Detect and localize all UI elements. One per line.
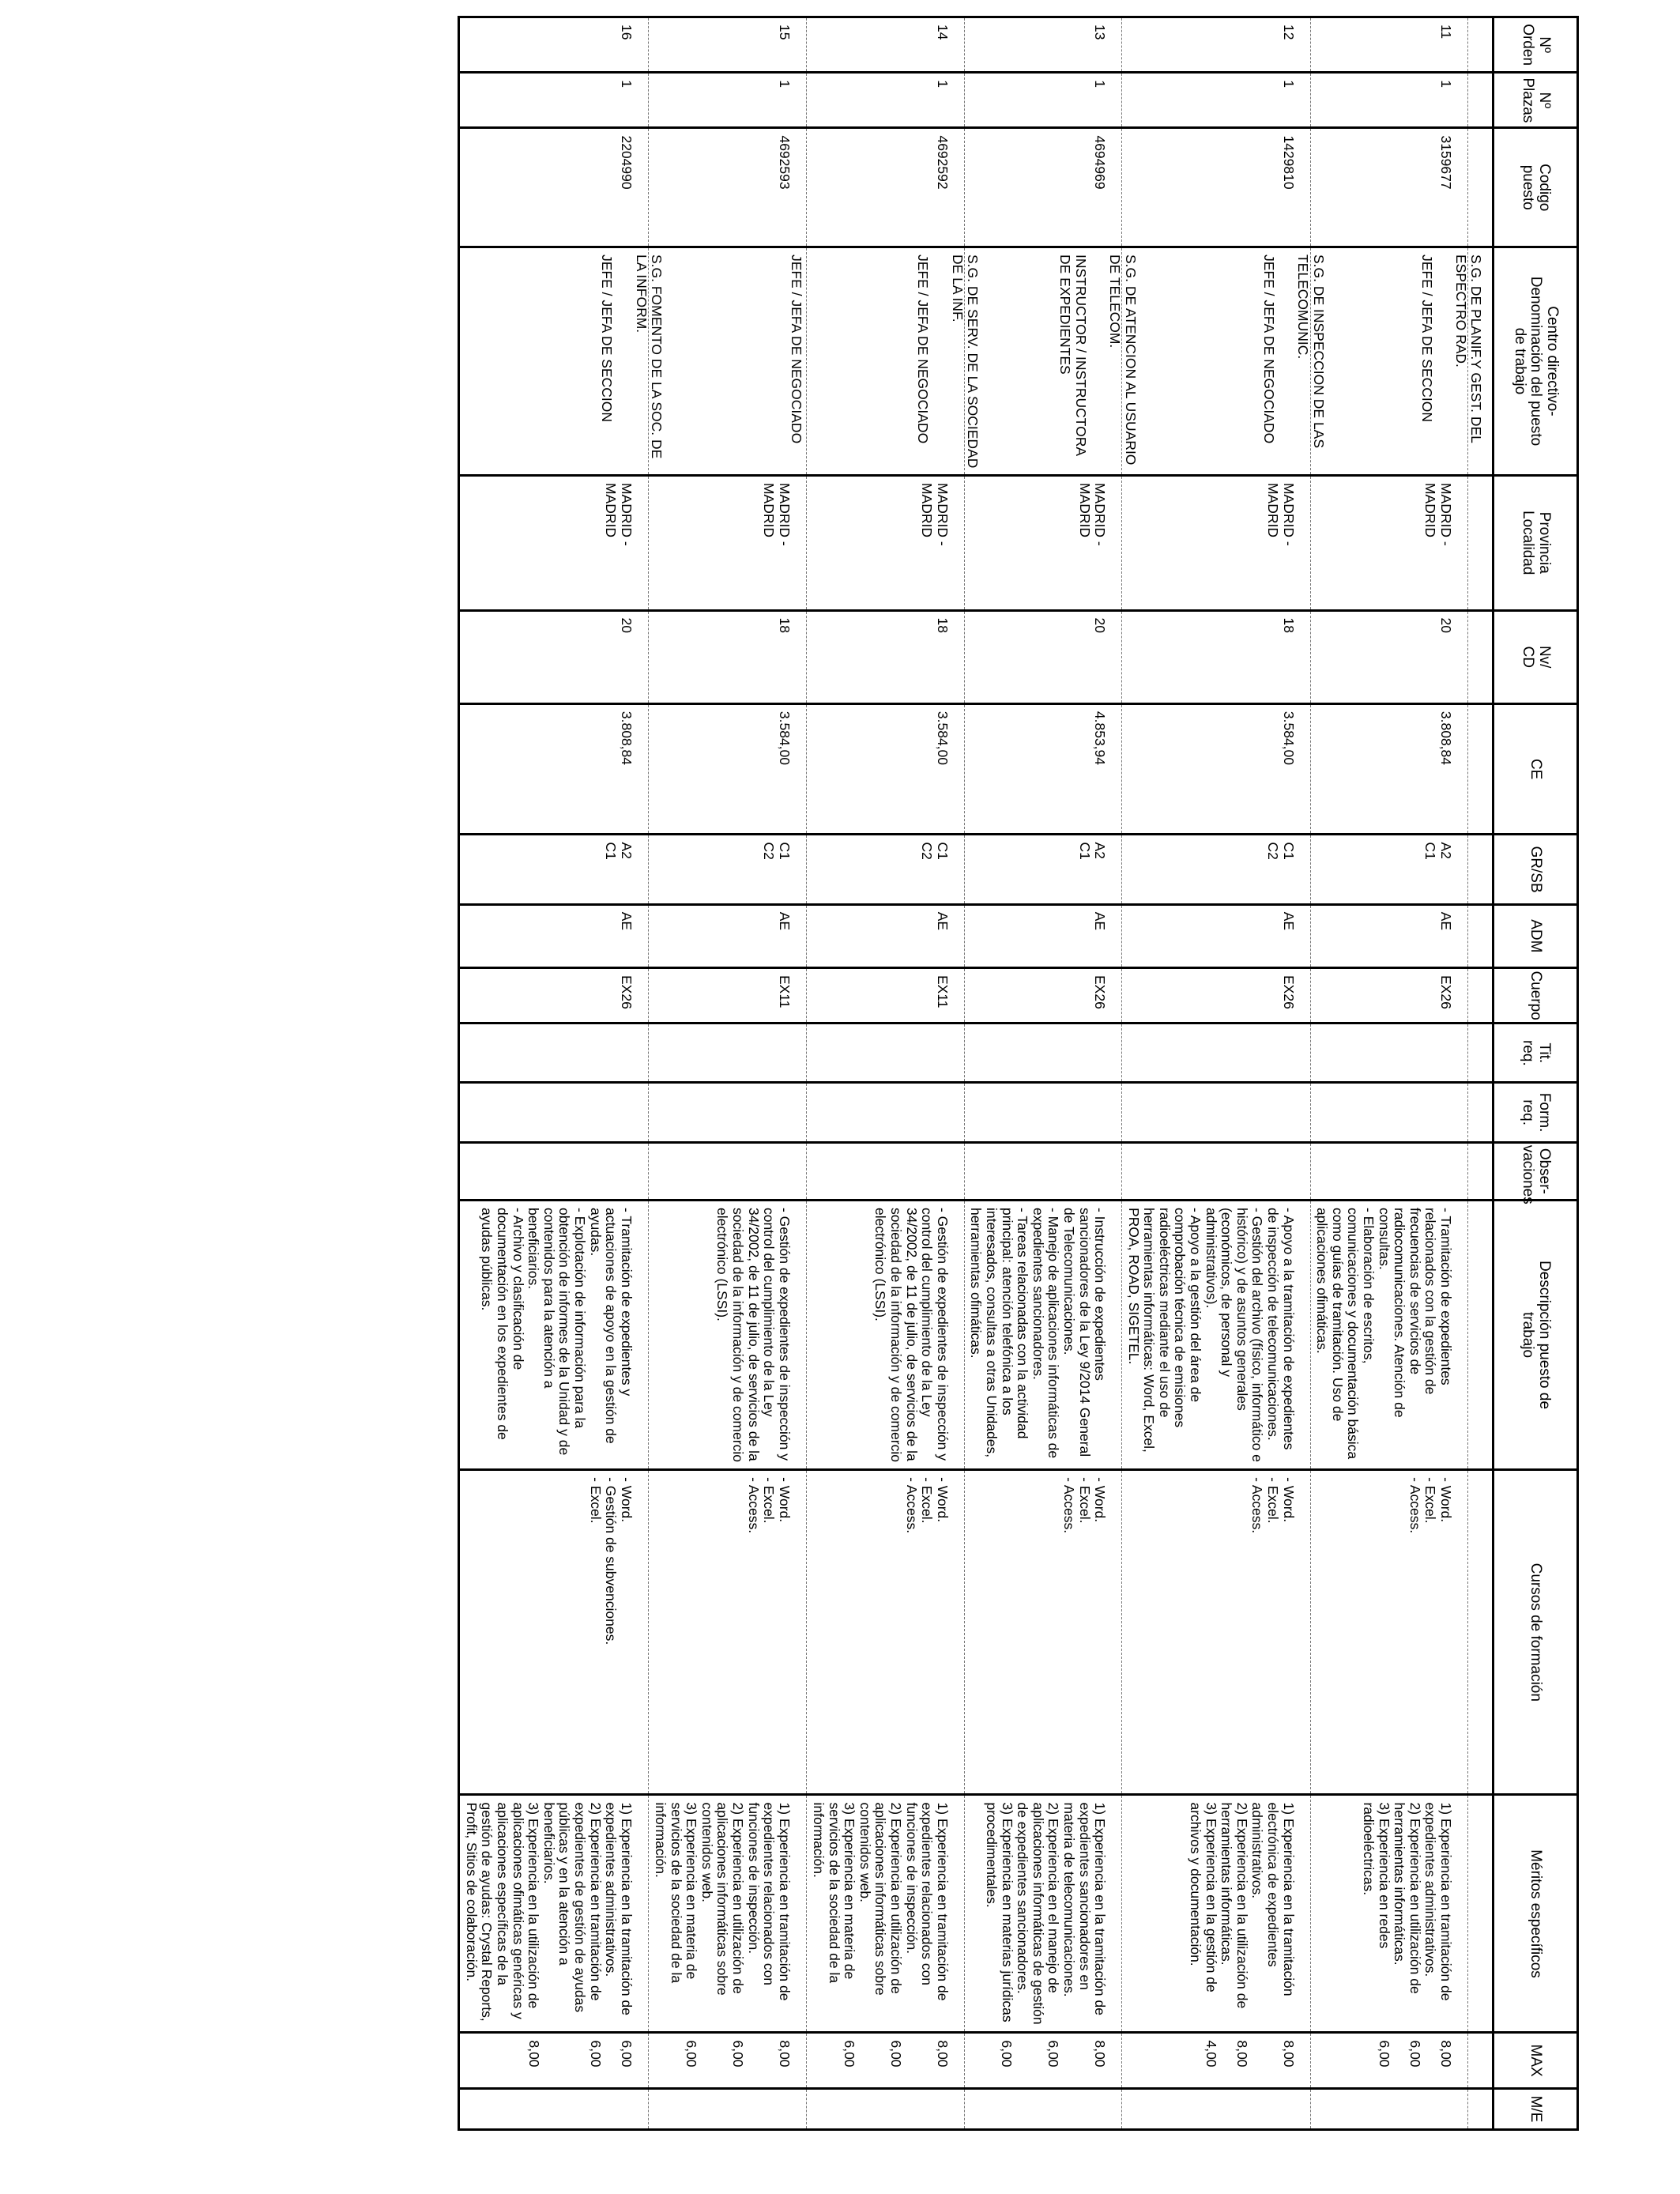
cell-cuerpo: EX26 (1310, 968, 1467, 1023)
header-codigo: Codigo puesto (1494, 128, 1578, 247)
table-body (459, 17, 1494, 2130)
denominacion-puesto: JEFE / JEFA DE NEGOCIADO (1261, 254, 1278, 444)
merito-max-value: 6,00 (1045, 2040, 1062, 2068)
cell-me (964, 2088, 1121, 2129)
cell-nivel-cd: 20 (459, 610, 649, 703)
cell-descripcion: - Gestión de expedientes de inspección y control del cumplimiento de la Ley 34/2002, de 11 de julio, de servicios de la sociedad de la información y de comercio electrónico (LSSI). (806, 1200, 964, 1469)
merito-max-value: 4,00 (1203, 2040, 1219, 2068)
cell-orden: 14 (806, 17, 964, 73)
table-row (1310, 17, 1467, 2130)
cell-codigo: 4694969 (964, 128, 1121, 247)
cell-orden: 15 (648, 17, 806, 73)
cell-grupo-subgrupo: C1 C2 (806, 835, 964, 904)
cell-nivel-cd: 18 (648, 610, 806, 703)
cell-cuerpo: EX26 (459, 968, 649, 1023)
merito-item: 1) Experiencia en tramitación de expedientes relacionados con funciones de inspección. (745, 1802, 793, 2001)
cell-titulacion (1122, 1023, 1311, 1083)
merito-max-value: 6,00 (729, 2040, 746, 2068)
header-observaciones: Obser- vaciones (1494, 1142, 1578, 1200)
merito-max-value: 6,00 (618, 2040, 635, 2068)
cell-titulacion (964, 1023, 1121, 1083)
cell-observaciones (648, 1142, 806, 1200)
cell-grupo-subgrupo: A2 C1 (1310, 835, 1467, 904)
cell-cuerpo: EX11 (806, 968, 964, 1023)
merito-max-value: 6,00 (683, 2040, 699, 2068)
header-grupo-subgrupo: GR/SB (1494, 835, 1578, 904)
cell-plazas: 1 (459, 73, 649, 128)
merito-item: 2) Experiencia en utilización de herramientas informáticas. (1392, 1802, 1423, 1994)
centro-directivo: S.G. DE ATENCION AL USUARIO DE TELECOM. (1106, 254, 1139, 466)
cell-cuerpo: EX26 (964, 968, 1121, 1023)
cell-descripcion: - Tramitación de expedientes y actuaciones de apoyo en la gestión de ayudas. - Explotación de información para la obtención de informes de la Unidad y de contenidos para la atención a beneficiarios. - Archivo y clasificación de documentación en los expedientes de ayudas públicas. (459, 1200, 649, 1469)
cell-observaciones (964, 1142, 1121, 1200)
cell-meritos (1310, 1795, 1467, 2033)
cell-adm: AE (964, 904, 1121, 967)
cell-provincia: MADRID - MADRID (806, 475, 964, 610)
cell-max (648, 2033, 806, 2088)
cell-max (1122, 2033, 1311, 2088)
cell-provincia: MADRID - MADRID (1122, 475, 1311, 610)
cell-cursos: - Word. - Excel. - Access. (648, 1470, 806, 1795)
cell-adm: AE (459, 904, 649, 967)
cell-titulacion (459, 1023, 649, 1083)
cell-centro (1122, 247, 1328, 475)
cell-me (459, 2088, 649, 2129)
merito-max-value: 6,00 (1407, 2040, 1423, 2068)
cell-meritos (1122, 1795, 1311, 2033)
cell-centro (1310, 247, 1485, 475)
cell-ce: 3.584,00 (806, 703, 964, 835)
denominacion-puesto: JEFE / JEFA DE NEGOCIADO (915, 254, 932, 444)
cell-grupo-subgrupo: C1 C2 (1122, 835, 1311, 904)
cell-ce: 3.808,84 (1310, 703, 1467, 835)
merito-max-value: 8,00 (1234, 2040, 1250, 2068)
cell-orden: 13 (964, 17, 1121, 73)
cell-codigo: 2204990 (459, 128, 649, 247)
cell-centro (964, 247, 1139, 475)
cell-cursos: - Word. - Excel. - Access. (964, 1470, 1121, 1795)
cell-plazas: 1 (1310, 73, 1467, 128)
table-row (964, 17, 1121, 2130)
cell-formacion (1310, 1083, 1467, 1142)
table-row (648, 17, 806, 2130)
merito-max-value: 6,00 (841, 2040, 857, 2068)
cell-adm: AE (1310, 904, 1467, 967)
merito-max-value: 6,00 (887, 2040, 904, 2068)
cell-observaciones (459, 1142, 649, 1200)
merito-max-value: 8,00 (525, 2040, 542, 2068)
cell-nivel-cd: 18 (1122, 610, 1311, 703)
cell-max (459, 2033, 649, 2088)
merito-item: 1) Experiencia en tramitación de expedientes relacionados con funciones de inspección. (903, 1802, 951, 2001)
merito-item: 1) Experiencia en la tramitación de expedientes administrativos. (603, 1802, 635, 2015)
merito-item: 1) Experiencia en tramitación de expedientes administrativos. (1422, 1802, 1454, 2001)
cell-meritos (964, 1795, 1121, 2033)
cell-cursos: - Word. - Excel. - Access. (1310, 1470, 1467, 1795)
header-centro: Centro directivo- Denominación del puesto de trabajo (1494, 247, 1578, 475)
cell-provincia: MADRID - MADRID (648, 475, 806, 610)
cell-ce: 3.584,00 (1122, 703, 1311, 835)
header-cursos: Cursos de formación (1494, 1470, 1578, 1795)
cell-formacion (459, 1083, 649, 1142)
cell-grupo-subgrupo: A2 C1 (459, 835, 649, 904)
cell-nivel-cd: 18 (806, 610, 964, 703)
merito-item: 3) Experiencia en materias jurídicas procedimentales. (983, 1802, 1015, 2022)
centro-directivo: S.G. FOMENTO DE LA SOC. DE LA INFORM. (633, 254, 665, 459)
merito-max-value: 8,00 (934, 2040, 951, 2068)
cell-plazas: 1 (648, 73, 806, 128)
cell-ce: 3.808,84 (459, 703, 649, 835)
cell-grupo-subgrupo: A2 C1 (964, 835, 1121, 904)
cell-orden: 11 (1310, 17, 1467, 73)
cell-nivel-cd: 20 (1310, 610, 1467, 703)
header-provincia: Provincia Localidad (1494, 475, 1578, 610)
centro-directivo: S.G. DE SERV. DE LA SOCIEDAD DE LA INF. (949, 254, 981, 469)
cell-titulacion (806, 1023, 964, 1083)
merito-item: 2) Experiencia en el manejo de aplicaciones informáticas de gestión de expedientes sancionadores. (1015, 1802, 1062, 2025)
cell-centro (648, 247, 806, 475)
cell-ce: 3.584,00 (648, 703, 806, 835)
denominacion-puesto: JEFE / JEFA DE SECCION (1418, 254, 1435, 422)
cell-centro (806, 247, 981, 475)
cell-plazas: 1 (964, 73, 1121, 128)
cell-observaciones (1122, 1142, 1311, 1200)
header-nivel-cd: Nv/ CD (1494, 610, 1578, 703)
header-max: MAX (1494, 2033, 1578, 2088)
cell-me (648, 2088, 806, 2129)
header-orden: Nº Orden (1494, 17, 1578, 73)
denominacion-puesto: JEFE / JEFA DE NEGOCIADO (788, 254, 804, 444)
merito-item: 3) Experiencia en materia de servicios de la sociedad de la información. (811, 1802, 858, 1984)
header-adm: ADM (1494, 904, 1578, 967)
cell-descripcion: - Gestión de expedientes de inspección y control del cumplimiento de la Ley 34/2002, de 11 de julio, de servicios de la sociedad de la información y de comercio electrónico (LSSI). (648, 1200, 806, 1469)
cell-centro (459, 247, 665, 475)
cell-adm: AE (1122, 904, 1311, 967)
cell-max (1310, 2033, 1467, 2088)
cell-ce: 4.853,94 (964, 703, 1121, 835)
cell-formacion (648, 1083, 806, 1142)
merito-item: 3) Experiencia en la utilización de aplicaciones ofimáticas genéricas y aplicaciones específicas de la gestión de ayudas: Crystal Reports, Profit, Sitios de colaboración. (463, 1802, 542, 2022)
cell-me (806, 2088, 964, 2129)
table-row (1122, 17, 1311, 2130)
header-me: M/E (1494, 2088, 1578, 2129)
merito-item: 3) Experiencia en materia de servicios de la sociedad de la información. (653, 1802, 700, 1984)
cell-orden: 16 (618, 25, 635, 40)
cell-cursos: - Word. - Excel. - Access. (806, 1470, 964, 1795)
cell-meritos (459, 1795, 649, 2033)
merito-item: 2) Experiencia en la utilización de herramientas informáticas. (1219, 1802, 1250, 2009)
header-titulacion: Tit. req. (1494, 1023, 1578, 1083)
cell-cursos: - Word. - Gestión de subvenciones. - Excel. (459, 1470, 649, 1795)
merito-max-value: 8,00 (1280, 2040, 1297, 2068)
cell-adm: AE (648, 904, 806, 967)
centro-directivo: S.G. DE PLANIF.Y GEST. DEL ESPECTRO RAD. (1452, 254, 1485, 443)
cell-codigo: 1429810 (1122, 128, 1311, 247)
merito-max-value: 8,00 (776, 2040, 793, 2068)
cell-cuerpo: EX26 (1122, 968, 1311, 1023)
cell-descripcion: - Apoyo a la tramitación de expedientes de inspección de telecomunicaciones. - Gestión del archivo (físico, informático e histórico) y de asuntos generales (económicos, de personal y administrativos). - Apoyo a la gestión del área de comprobación técnica de emisiones radioeléctricas mediante el uso de herramientas informáticas: Word, Excel, PROA, ROAD, SIGETEL. (1122, 1200, 1311, 1469)
cell-formacion (964, 1083, 1121, 1142)
merito-item: 1) Experiencia en la tramitación electrónica de expedientes administrativos. (1249, 1802, 1297, 1996)
cell-observaciones (806, 1142, 964, 1200)
cell-plazas: 1 (1122, 73, 1311, 128)
cell-me (1122, 2088, 1311, 2129)
denominacion-puesto: INSTRUCTOR / INSTRUCTORA DE EXPEDIENTES (1057, 254, 1089, 456)
document-page (95, 16, 1579, 2131)
merito-item: 2) Experiencia en utilización de aplicaciones informáticas sobre contenidos web. (857, 1802, 904, 1996)
table-header (1494, 17, 1578, 2130)
cell-meritos (806, 1795, 964, 2033)
merito-item: 2) Experiencia en utilización de aplicaciones informáticas sobre contenidos web. (699, 1802, 746, 1996)
cell-plazas: 1 (806, 73, 964, 128)
denominacion-puesto: JEFE / JEFA DE SECCION (599, 254, 616, 422)
cell-formacion (806, 1083, 964, 1142)
merito-max-value: 8,00 (1092, 2040, 1109, 2068)
cell-meritos (648, 1795, 806, 2033)
positions-table (458, 16, 1579, 2131)
merito-item: 3) Experiencia en redes radioeléctricas. (1361, 1802, 1392, 1949)
table-row (806, 17, 964, 2130)
cell-formacion (1122, 1083, 1311, 1142)
table-row (459, 17, 649, 2130)
centro-directivo: S.G. DE INSPECCION DE LAS TELECOMUNIC. (1295, 254, 1328, 449)
cell-provincia: MADRID - MADRID (459, 475, 649, 610)
header-descripcion: Descripción puesto de trabajo (1494, 1200, 1578, 1469)
cell-titulacion (1310, 1023, 1467, 1083)
cell-codigo: 4692593 (648, 128, 806, 247)
cell-max (806, 2033, 964, 2088)
merito-max-value: 6,00 (999, 2040, 1015, 2068)
merito-max-value: 8,00 (1438, 2040, 1454, 2068)
header-ce: CE (1494, 703, 1578, 835)
cell-descripcion: - Tramitación de expedientes relacionados con la gestión de frecuencias de servicios de radiocomunicaciones. Atención de consultas. - Elaboración de escritos, comunicaciones y documentación básica como guías de tramitación. Uso de aplicaciones ofimáticas. (1310, 1200, 1467, 1469)
cell-descripcion: - Instrucción de expedientes sancionadores de la Ley 9/2014 General de Telecomunicaciones. - Manejo de aplicaciones informáticas de expedientes sancionadores. - Tareas relacionadas con la actividad principal: atención telefónica a los interesados, consultas a otras Unidades, herramientas ofimáticas. (964, 1200, 1121, 1469)
cell-codigo: 3159677 (1310, 128, 1467, 247)
cell-me (1310, 2088, 1467, 2129)
cell-nivel-cd: 20 (964, 610, 1121, 703)
cell-provincia: MADRID - MADRID (964, 475, 1121, 610)
cell-codigo: 4692592 (806, 128, 964, 247)
header-plazas: Nº Plazas (1494, 73, 1578, 128)
cell-grupo-subgrupo: C1 C2 (648, 835, 806, 904)
merito-item: 1) Experiencia en la tramitación de expedientes sancionadores en materia de telecomunicaciones. (1060, 1802, 1109, 2015)
cell-orden: 12 (1122, 17, 1311, 73)
cell-cursos: - Word. - Excel. - Access. (1122, 1470, 1311, 1795)
merito-item: 2) Experiencia en tramitación de expedientes de gestión de ayudas públicas y en la atención a beneficiarios. (541, 1802, 604, 2013)
merito-max-value: 6,00 (587, 2040, 604, 2068)
header-cuerpo: Cuerpo (1494, 968, 1578, 1023)
header-formacion: Form. req. (1494, 1083, 1578, 1142)
cell-adm: AE (806, 904, 964, 967)
header-meritos: Méritos específicos (1494, 1795, 1578, 2033)
cell-titulacion (648, 1023, 806, 1083)
cell-cuerpo: EX11 (648, 968, 806, 1023)
merito-max-value: 6,00 (1377, 2040, 1392, 2068)
cell-observaciones (1310, 1142, 1467, 1200)
cell-provincia: MADRID - MADRID (1310, 475, 1467, 610)
merito-item: 3) Experiencia en la gestión de archivos y documentación. (1188, 1802, 1219, 1992)
cell-max (964, 2033, 1121, 2088)
